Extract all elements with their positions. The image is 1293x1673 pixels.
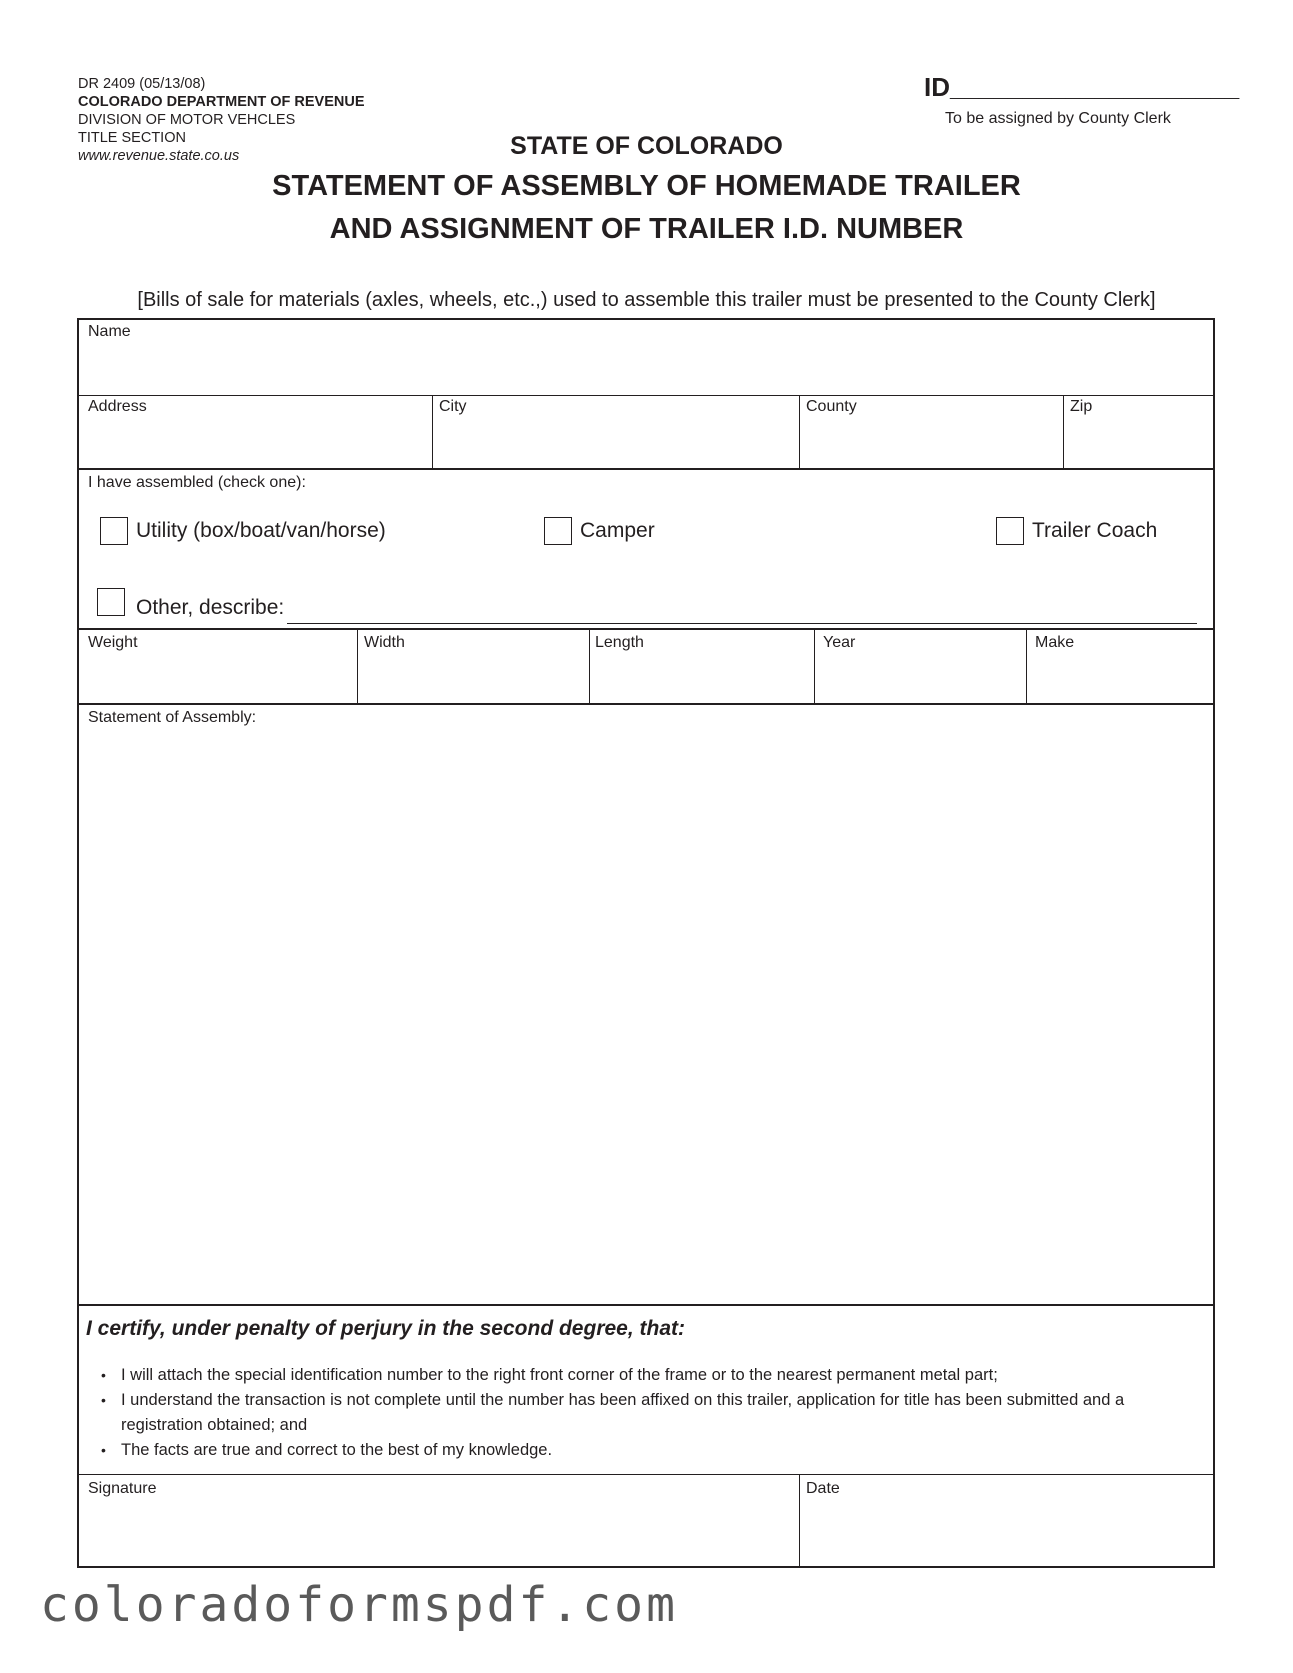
instruction-text: [Bills of sale for materials (axles, wheels, etc.,) used to assemble this trailer must be presented to the County Clerk] (137, 289, 1156, 311)
city-field[interactable] (433, 396, 799, 468)
option-camper[interactable] (544, 517, 655, 545)
divider (79, 1304, 1213, 1306)
other-label: Other, describe: (136, 596, 285, 619)
divider (79, 468, 1213, 470)
make-field[interactable] (1027, 630, 1213, 702)
camper-checkbox[interactable] (544, 517, 572, 545)
city-label: City (439, 398, 467, 415)
signature-field[interactable] (79, 1476, 799, 1566)
other-description-field[interactable] (287, 623, 1197, 624)
date-field[interactable] (800, 1476, 1213, 1566)
id-label: ID____________________ (924, 72, 1240, 102)
trailer-coach-label: Trailer Coach (1032, 519, 1158, 542)
option-other[interactable] (97, 588, 285, 619)
county-field[interactable] (800, 396, 1063, 468)
trailer-coach-checkbox[interactable] (996, 517, 1024, 545)
department-name: COLORADO DEPARTMENT OF REVENUE (78, 94, 365, 110)
statement-of-assembly-field[interactable] (79, 706, 1213, 1302)
trailer-form (77, 318, 1215, 1568)
page-title-line-2: AND ASSIGNMENT OF TRAILER I.D. NUMBER (329, 213, 964, 245)
weight-label: Weight (88, 634, 138, 651)
form-number: DR 2409 (05/13/08) (78, 76, 206, 92)
address-label: Address (88, 398, 147, 415)
date-label: Date (806, 1480, 840, 1497)
zip-field[interactable] (1064, 396, 1213, 468)
website-text: www.revenue.state.co.us (78, 148, 240, 164)
certification-item: • I will attach the special identification number to the right front corner of the frame or to the nearest permanent metal part; (101, 1363, 1173, 1388)
divider (79, 703, 1213, 705)
assembled-prompt: I have assembled (check one): (88, 474, 306, 491)
length-label: Length (595, 634, 644, 651)
page-title-line-1: STATEMENT OF ASSEMBLY OF HOMEMADE TRAILER (272, 170, 1021, 202)
option-trailer-coach[interactable] (996, 517, 1157, 545)
county-label: County (806, 398, 857, 415)
section-name: TITLE SECTION (78, 130, 186, 146)
address-field[interactable] (79, 396, 432, 468)
division-name: DIVISION OF MOTOR VEHCLES (78, 112, 296, 128)
certification-item: • I understand the transaction is not complete until the number has been affixed on this trailer, application for title has been submitted and a registration obtained; and (101, 1388, 1173, 1438)
certification-title: I certify, under penalty of perjury in the second degree, that: (86, 1317, 686, 1340)
length-field[interactable] (590, 630, 814, 702)
utility-checkbox[interactable] (100, 517, 128, 545)
name-label: Name (88, 323, 131, 340)
make-label: Make (1035, 634, 1075, 651)
year-label: Year (823, 634, 856, 651)
certification-item: • The facts are true and correct to the best of my knowledge. (101, 1438, 1173, 1463)
width-field[interactable] (358, 630, 589, 702)
watermark-text: coloradoformspdf.com (40, 1577, 678, 1633)
signature-label: Signature (88, 1480, 157, 1497)
name-field[interactable] (79, 320, 1213, 395)
width-label: Width (364, 634, 405, 651)
divider (79, 1474, 1213, 1475)
weight-field[interactable] (79, 630, 357, 702)
year-field[interactable] (815, 630, 1026, 702)
certification-list (101, 1363, 1173, 1463)
state-title: STATE OF COLORADO (510, 132, 783, 160)
option-utility[interactable] (100, 517, 386, 545)
other-checkbox[interactable] (97, 588, 125, 616)
camper-label: Camper (580, 519, 655, 542)
zip-label: Zip (1070, 398, 1093, 415)
id-note: To be assigned by County Clerk (945, 110, 1171, 127)
utility-label: Utility (box/boat/van/horse) (136, 519, 386, 542)
statement-label: Statement of Assembly: (88, 709, 257, 726)
